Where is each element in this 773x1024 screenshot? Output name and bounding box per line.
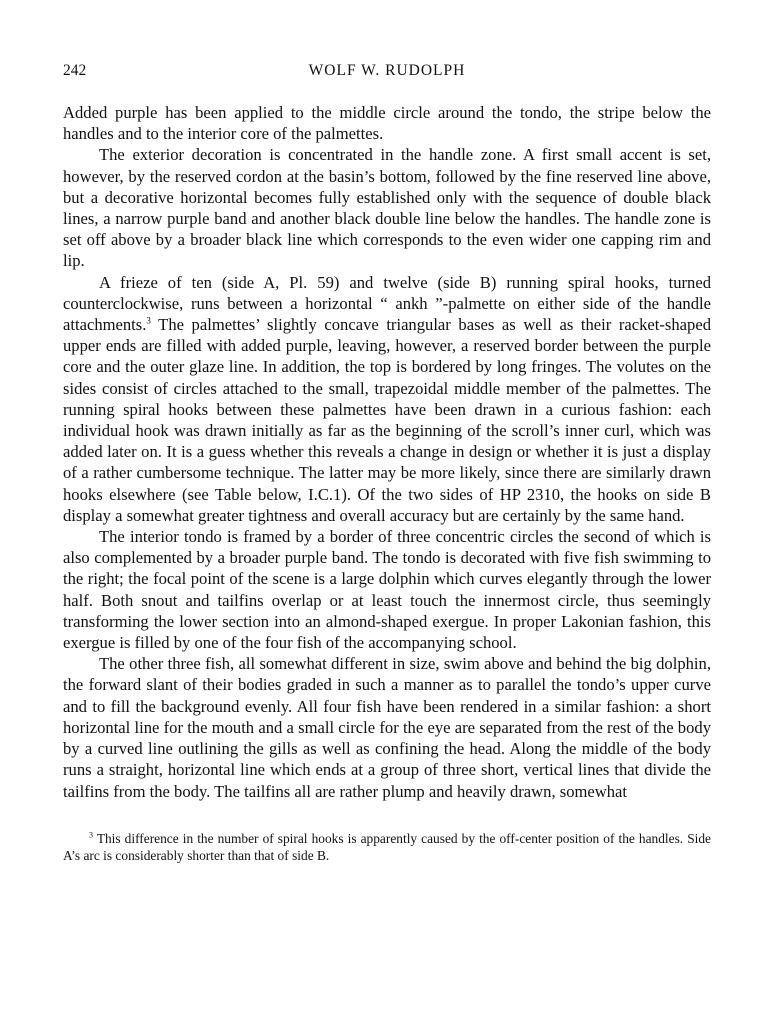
page-header	[63, 62, 711, 86]
body-text	[63, 102, 711, 802]
footnote-text: This difference in the number of spiral hooks is apparently caused by the off-center position of the handles. Side A’s arc is considerably shorter than that of side B.	[63, 830, 711, 863]
page-number: 242	[63, 62, 87, 79]
footnote-mark: 3	[89, 830, 93, 840]
footnote-reference: 3	[146, 315, 151, 326]
running-head: WOLF W. RUDOLPH	[308, 62, 466, 79]
paragraph-3	[63, 272, 711, 526]
paragraph-1: Added purple has been applied to the middle circle around the tondo, the stripe below the handles and to the interior core of the palmettes.	[63, 103, 711, 144]
paragraph-4: The interior tondo is framed by a border of three concentric circles the second of which is also complemented by a broader purple band. The tondo is decorated with five fish swimming to the right; the focal point of the scene is a large dolphin which curves elegantly through the lower half. Both snout and tailfins overlap or at least touch the innermost circle, thus seemingly transforming the lower section into an almond-shaped exergue. In proper Lakonian fashion, this exergue is filled by one of the four fish of the accompanying school.	[63, 527, 711, 653]
paragraph-3-part-b: The palmettes’ slightly concave triangular bases as well as their racket-shaped upper ends are filled with added purple, leaving, however, a reserved border between the purple core and the outer glaze line. In addition, the top is bordered by long fringes. The volutes on the sides consist of circles attached to the small, trapezoidal middle member of the palmettes. The running spiral hooks between these palmettes have been drawn in a curious fashion: each individual hook was drawn initially as far as the beginning of the scroll’s inner curl, which was added later on. It is a guess whether this reveals a change in design or whether it is just a display of a rather cumbersome technique. The latter may be more likely, since there are similarly drawn hooks elsewhere (see Table below, I.C.1). Of the two sides of HP 2310, the hooks on side B display a somewhat greater tightness and overall accuracy but are certainly by the same hand.	[63, 315, 711, 525]
footnote	[63, 830, 711, 864]
paragraph-2: The exterior decoration is concentrated in the handle zone. A first small accent is set, however, by the reserved cordon at the basin’s bottom, followed by the fine reserved line above, but a decorative horizontal becomes fully established only with the sequence of double black lines, a narrow purple band and another black double line below the handles. The handle zone is set off above by a broader black line which corresponds to the even wider one capping rim and lip.	[63, 145, 711, 271]
paragraph-3-part-a: A frieze of ten (side A, Pl. 59) and twelve (side B) running spiral hooks, turned counterclockwise, runs between a horizontal “ ankh ”-palmette on either side of the handle attachments.	[63, 272, 711, 335]
page	[63, 62, 711, 864]
paragraph-5: The other three fish, all somewhat different in size, swim above and behind the big dolphin, the forward slant of their bodies graded in such a manner as to parallel the tondo’s upper curve and to fill the background evenly. All four fish have been rendered in a similar fashion: a short horizontal line for the mouth and a small circle for the eye are separated from the rest of the body by a curved line outlining the gills as well as confining the head. Along the middle of the body runs a straight, horizontal line which ends at a group of three short, vertical lines that divide the tailfins from the body. The tailfins all are rather plump and heavily drawn, somewhat	[63, 654, 711, 801]
